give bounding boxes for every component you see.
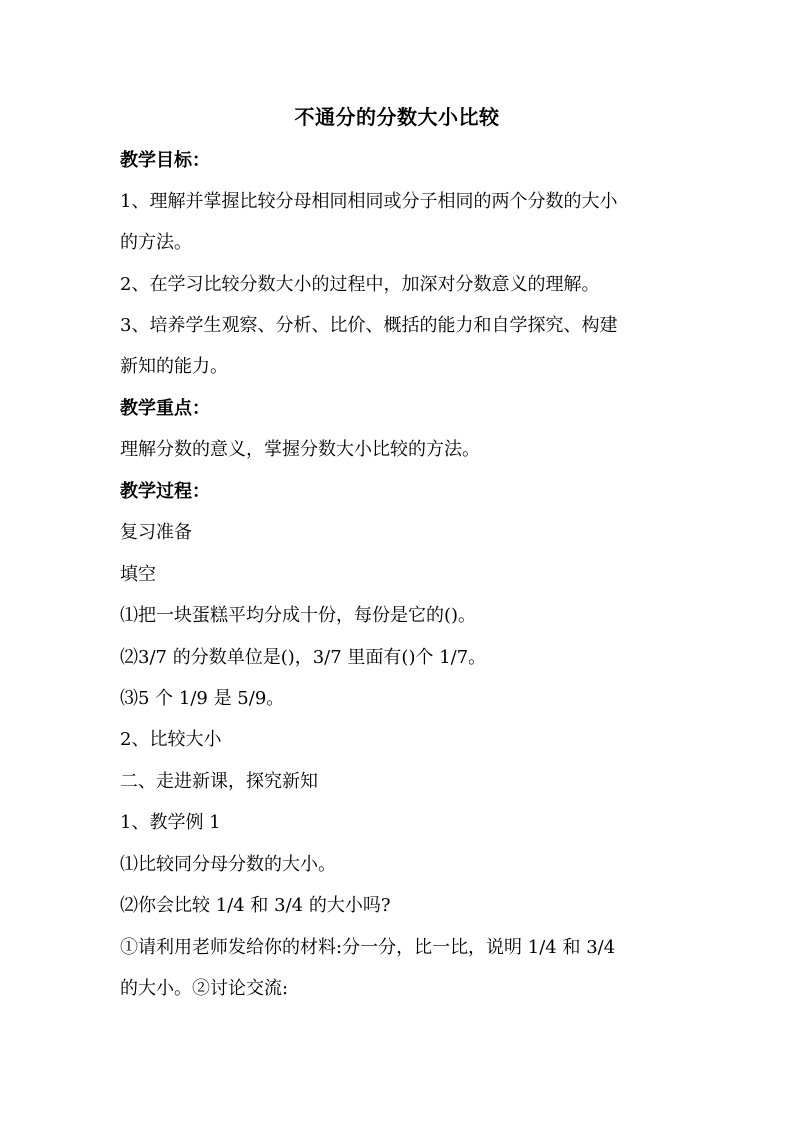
objective-line-1-cont: 的方法。	[120, 232, 192, 253]
example-1-activity-cont: 的大小。②讨论交流:	[120, 978, 289, 999]
example-1-activity: ①请利用老师发给你的材料:分一分，比一比，说明 1/4 和 3/4	[120, 937, 616, 958]
keypoint-line: 理解分数的意义，掌握分数大小比较的方法。	[120, 439, 480, 460]
example-1-item-1: ⑴比较同分母分数的大小。	[120, 854, 336, 875]
example-1: 1、教学例 1	[120, 812, 221, 833]
objective-line-1: 1、理解并掌握比较分母相同相同或分子相同的两个分数的大小	[120, 191, 618, 212]
process-review: 复习准备	[120, 522, 192, 543]
objective-line-3-cont: 新知的能力。	[120, 356, 228, 377]
objective-line-2: 2、在学习比较分数大小的过程中，加深对分数意义的理解。	[120, 274, 600, 295]
process-fill-blank: 填空	[120, 564, 156, 585]
fill-blank-item-2: ⑵3/7 的分数单位是()，3/7 里面有()个 1/7。	[120, 647, 487, 668]
new-lesson-heading: 二、走进新课，探究新知	[120, 771, 318, 792]
example-1-item-2: ⑵你会比较 1/4 和 3/4 的大小吗?	[120, 895, 391, 916]
fill-blank-item-3: ⑶5 个 1/9 是 5/9。	[120, 688, 285, 709]
objective-line-3: 3、培养学生观察、分析、比价、概括的能力和自学探究、构建	[120, 315, 618, 336]
compare-size: 2、比较大小	[120, 729, 222, 750]
section-heading-process: 教学过程：	[120, 481, 210, 502]
section-heading-keypoints: 教学重点：	[120, 398, 210, 419]
fill-blank-item-1: ⑴把一块蛋糕平均分成十份，每份是它的()。	[120, 605, 477, 626]
section-heading-objectives: 教学目标：	[120, 150, 210, 171]
document-title: 不通分的分数大小比较	[294, 105, 500, 129]
